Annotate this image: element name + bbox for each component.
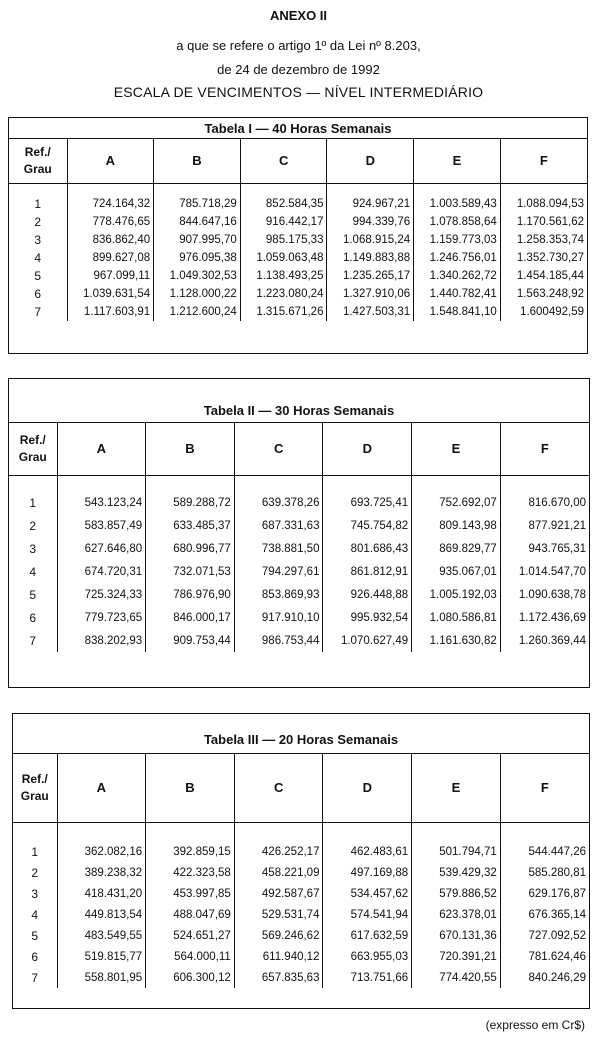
salary-cell: 924.967,21 (327, 195, 414, 213)
currency-note: (expresso em Cr$) (485, 1018, 585, 1032)
table-row (9, 267, 587, 285)
salary-cell: 727.092,52 (500, 925, 589, 946)
column-header: D (323, 423, 412, 475)
table-30-hours (8, 378, 590, 688)
salary-cell: 483.549,55 (57, 925, 146, 946)
salary-cell: 1.117.603,91 (67, 303, 154, 321)
salary-cell: 794.297,61 (234, 560, 323, 583)
column-header: C (234, 423, 323, 475)
salary-cell: 1.223.080,24 (240, 285, 327, 303)
salary-cell: 392.859,15 (146, 841, 235, 862)
salary-cell: 774.420,55 (412, 967, 501, 988)
ref-grade-header (9, 423, 57, 475)
salary-cell: 585.280,81 (500, 862, 589, 883)
salary-cell: 488.047,69 (146, 904, 235, 925)
table-caption: Tabela III — 20 Horas Semanais (13, 714, 589, 754)
column-header: E (414, 139, 501, 183)
table-40-hours (8, 117, 588, 354)
salary-cell: 1.548.841,10 (414, 303, 501, 321)
salary-cell: 426.252,17 (234, 841, 323, 862)
salary-cell: 1.260.369,44 (500, 629, 589, 652)
column-header: A (67, 139, 154, 183)
grade-cell: 2 (9, 213, 67, 231)
salary-cell: 745.754,82 (323, 514, 412, 537)
table-row (13, 967, 589, 988)
column-header: E (412, 423, 501, 475)
salary-cell: 995.932,54 (323, 606, 412, 629)
grade-cell: 2 (9, 514, 57, 537)
salary-cell: 1.159.773,03 (414, 231, 501, 249)
column-header: F (500, 423, 589, 475)
salary-cell: 994.339,76 (327, 213, 414, 231)
salary-cell: 1.327.910,06 (327, 285, 414, 303)
salary-cell: 1.014.547,70 (500, 560, 589, 583)
salary-cell: 1.078.858,64 (414, 213, 501, 231)
grade-cell: 5 (9, 267, 67, 285)
ref-label: Ref./ (21, 771, 48, 786)
table-row (13, 841, 589, 862)
salary-cell: 1.088.094,53 (500, 195, 587, 213)
table-row (9, 231, 587, 249)
table-row (9, 213, 587, 231)
salary-cell: 579.886,52 (412, 883, 501, 904)
column-header: C (240, 139, 327, 183)
table-row (9, 249, 587, 267)
salary-cell: 453.997,85 (146, 883, 235, 904)
salary-cell: 844.647,16 (154, 213, 241, 231)
salary-cell: 1.340.262,72 (414, 267, 501, 285)
salary-grid (13, 754, 589, 988)
salary-cell: 583.857,49 (57, 514, 146, 537)
grade-label: Grau (18, 449, 47, 464)
salary-cell: 720.391,21 (412, 946, 501, 967)
salary-cell: 639.378,26 (234, 491, 323, 514)
table-row (9, 583, 589, 606)
salary-cell: 785.718,29 (154, 195, 241, 213)
salary-cell: 732.071,53 (146, 560, 235, 583)
salary-cell: 1.090.638,78 (500, 583, 589, 606)
salary-cell: 633.485,37 (146, 514, 235, 537)
table-row (9, 195, 587, 213)
table-row (9, 606, 589, 629)
grade-cell: 5 (9, 583, 57, 606)
table-row (13, 925, 589, 946)
salary-cell: 1.005.192,03 (412, 583, 501, 606)
salary-cell: 589.288,72 (146, 491, 235, 514)
column-header: A (57, 754, 146, 822)
salary-cell: 1.170.561,62 (500, 213, 587, 231)
salary-cell: 449.813,54 (57, 904, 146, 925)
salary-cell: 492.587,67 (234, 883, 323, 904)
grade-cell: 1 (9, 195, 67, 213)
salary-cell: 606.300,12 (146, 967, 235, 988)
grade-label: Grau (20, 788, 49, 803)
table-row (9, 285, 587, 303)
table-row (13, 904, 589, 925)
grade-cell: 2 (13, 862, 57, 883)
salary-cell: 564.000,11 (146, 946, 235, 967)
salary-cell: 680.996,77 (146, 537, 235, 560)
salary-cell: 861.812,91 (323, 560, 412, 583)
table-row (9, 560, 589, 583)
table-row (13, 862, 589, 883)
table-20-hours (12, 713, 590, 1009)
salary-cell: 1.563.248,92 (500, 285, 587, 303)
table-caption: Tabela I — 40 Horas Semanais (9, 118, 587, 139)
salary-cell: 1.600492,59 (500, 303, 587, 321)
salary-cell: 916.442,17 (240, 213, 327, 231)
salary-cell: 1.003.589,43 (414, 195, 501, 213)
scale-heading: ESCALA DE VENCIMENTOS — NÍVEL INTERMEDIÁRIO (113, 84, 484, 100)
grade-cell: 5 (13, 925, 57, 946)
salary-cell: 1.068.915,24 (327, 231, 414, 249)
salary-cell: 574.541,94 (323, 904, 412, 925)
salary-cell: 713.751,66 (323, 967, 412, 988)
table-row (9, 303, 587, 321)
column-header: C (234, 754, 323, 822)
grade-cell: 7 (9, 303, 67, 321)
column-header: E (412, 754, 501, 822)
salary-cell: 519.815,77 (57, 946, 146, 967)
salary-cell: 899.627,08 (67, 249, 154, 267)
salary-cell: 422.323,58 (146, 862, 235, 883)
salary-cell: 1.059.063,48 (240, 249, 327, 267)
grade-cell: 6 (13, 946, 57, 967)
salary-grid (9, 423, 589, 652)
grade-cell: 4 (9, 560, 57, 583)
table-row (9, 491, 589, 514)
column-header: B (146, 754, 235, 822)
salary-cell: 1.352.730,27 (500, 249, 587, 267)
table-caption: Tabela II — 30 Horas Semanais (9, 379, 589, 423)
salary-cell: 627.646,80 (57, 537, 146, 560)
salary-cell: 558.801,95 (57, 967, 146, 988)
grade-cell: 3 (9, 231, 67, 249)
salary-cell: 926.448,88 (323, 583, 412, 606)
salary-cell: 539.429,32 (412, 862, 501, 883)
salary-cell: 846.000,17 (146, 606, 235, 629)
salary-cell: 1.440.782,41 (414, 285, 501, 303)
salary-cell: 657.835,63 (234, 967, 323, 988)
salary-cell: 935.067,01 (412, 560, 501, 583)
salary-cell: 779.723,65 (57, 606, 146, 629)
table-row (9, 629, 589, 652)
salary-cell: 917.910,10 (234, 606, 323, 629)
salary-cell: 687.331,63 (234, 514, 323, 537)
salary-cell: 458.221,09 (234, 862, 323, 883)
salary-cell: 838.202,93 (57, 629, 146, 652)
salary-cell: 623.378,01 (412, 904, 501, 925)
table-row (9, 537, 589, 560)
grade-cell: 3 (9, 537, 57, 560)
grade-cell: 6 (9, 285, 67, 303)
salary-cell: 617.632,59 (323, 925, 412, 946)
salary-cell: 976.095,38 (154, 249, 241, 267)
salary-cell: 462.483,61 (323, 841, 412, 862)
grade-cell: 1 (9, 491, 57, 514)
salary-cell: 853.869,93 (234, 583, 323, 606)
salary-cell: 629.176,87 (500, 883, 589, 904)
grade-cell: 7 (13, 967, 57, 988)
salary-cell: 1.049.302,53 (154, 267, 241, 285)
salary-cell: 676.365,14 (500, 904, 589, 925)
salary-cell: 1.454.185,44 (500, 267, 587, 285)
salary-cell: 497.169,88 (323, 862, 412, 883)
salary-cell: 778.476,65 (67, 213, 154, 231)
ref-label: Ref./ (24, 144, 51, 159)
grade-cell: 7 (9, 629, 57, 652)
salary-cell: 877.921,21 (500, 514, 589, 537)
salary-cell: 801.686,43 (323, 537, 412, 560)
grade-cell: 4 (13, 904, 57, 925)
table-row (13, 946, 589, 967)
salary-cell: 543.123,24 (57, 491, 146, 514)
salary-cell: 836.862,40 (67, 231, 154, 249)
salary-cell: 670.131,36 (412, 925, 501, 946)
salary-cell: 738.881,50 (234, 537, 323, 560)
salary-cell: 840.246,29 (500, 967, 589, 988)
salary-cell: 1.258.353,74 (500, 231, 587, 249)
salary-cell: 1.070.627,49 (323, 629, 412, 652)
salary-cell: 1.427.503,31 (327, 303, 414, 321)
salary-cell: 1.128.000,22 (154, 285, 241, 303)
salary-cell: 1.315.671,26 (240, 303, 327, 321)
salary-cell: 1.246.756,01 (414, 249, 501, 267)
salary-cell: 534.457,62 (323, 883, 412, 904)
ref-label: Ref./ (19, 432, 46, 447)
ref-grade-header (9, 139, 67, 183)
salary-cell: 986.753,44 (234, 629, 323, 652)
salary-cell: 362.082,16 (57, 841, 146, 862)
column-header: F (500, 754, 589, 822)
salary-cell: 985.175,33 (240, 231, 327, 249)
grade-cell: 6 (9, 606, 57, 629)
salary-grid (9, 139, 587, 321)
salary-cell: 569.246,62 (234, 925, 323, 946)
law-reference: a que se refere o artigo 1º da Lei nº 8.203, (176, 38, 421, 53)
grade-cell: 3 (13, 883, 57, 904)
salary-cell: 809.143,98 (412, 514, 501, 537)
salary-cell: 869.829,77 (412, 537, 501, 560)
annex-title: ANEXO II (269, 8, 328, 23)
column-header: A (57, 423, 146, 475)
salary-cell: 524.651,27 (146, 925, 235, 946)
salary-cell: 1.080.586,81 (412, 606, 501, 629)
table-row (9, 514, 589, 537)
salary-cell: 909.753,44 (146, 629, 235, 652)
salary-cell: 1.149.883,88 (327, 249, 414, 267)
salary-cell: 663.955,03 (323, 946, 412, 967)
column-header: F (500, 139, 587, 183)
column-header: B (154, 139, 241, 183)
grade-label: Grau (23, 161, 52, 176)
salary-cell: 693.725,41 (323, 491, 412, 514)
salary-cell: 501.794,71 (412, 841, 501, 862)
salary-cell: 1.172.436,69 (500, 606, 589, 629)
salary-cell: 544.447,26 (500, 841, 589, 862)
column-header: D (323, 754, 412, 822)
table-row (13, 883, 589, 904)
salary-cell: 781.624,46 (500, 946, 589, 967)
salary-cell: 674.720,31 (57, 560, 146, 583)
column-header: B (146, 423, 235, 475)
salary-cell: 725.324,33 (57, 583, 146, 606)
grade-cell: 1 (13, 841, 57, 862)
salary-cell: 907.995,70 (154, 231, 241, 249)
salary-cell: 389.238,32 (57, 862, 146, 883)
salary-cell: 611.940,12 (234, 946, 323, 967)
salary-cell: 1.161.630,82 (412, 629, 501, 652)
salary-cell: 1.235.265,17 (327, 267, 414, 285)
grade-cell: 4 (9, 249, 67, 267)
salary-cell: 724.164,32 (67, 195, 154, 213)
salary-cell: 1.212.600,24 (154, 303, 241, 321)
law-date: de 24 de dezembro de 1992 (217, 62, 380, 77)
salary-cell: 967.099,11 (67, 267, 154, 285)
ref-grade-header (13, 754, 57, 822)
salary-cell: 816.670,00 (500, 491, 589, 514)
salary-cell: 1.138.493,25 (240, 267, 327, 285)
salary-cell: 1.039.631,54 (67, 285, 154, 303)
salary-cell: 529.531,74 (234, 904, 323, 925)
salary-cell: 786.976,90 (146, 583, 235, 606)
salary-cell: 943.765,31 (500, 537, 589, 560)
salary-cell: 852.584,35 (240, 195, 327, 213)
salary-cell: 418.431,20 (57, 883, 146, 904)
column-header: D (327, 139, 414, 183)
salary-cell: 752.692,07 (412, 491, 501, 514)
